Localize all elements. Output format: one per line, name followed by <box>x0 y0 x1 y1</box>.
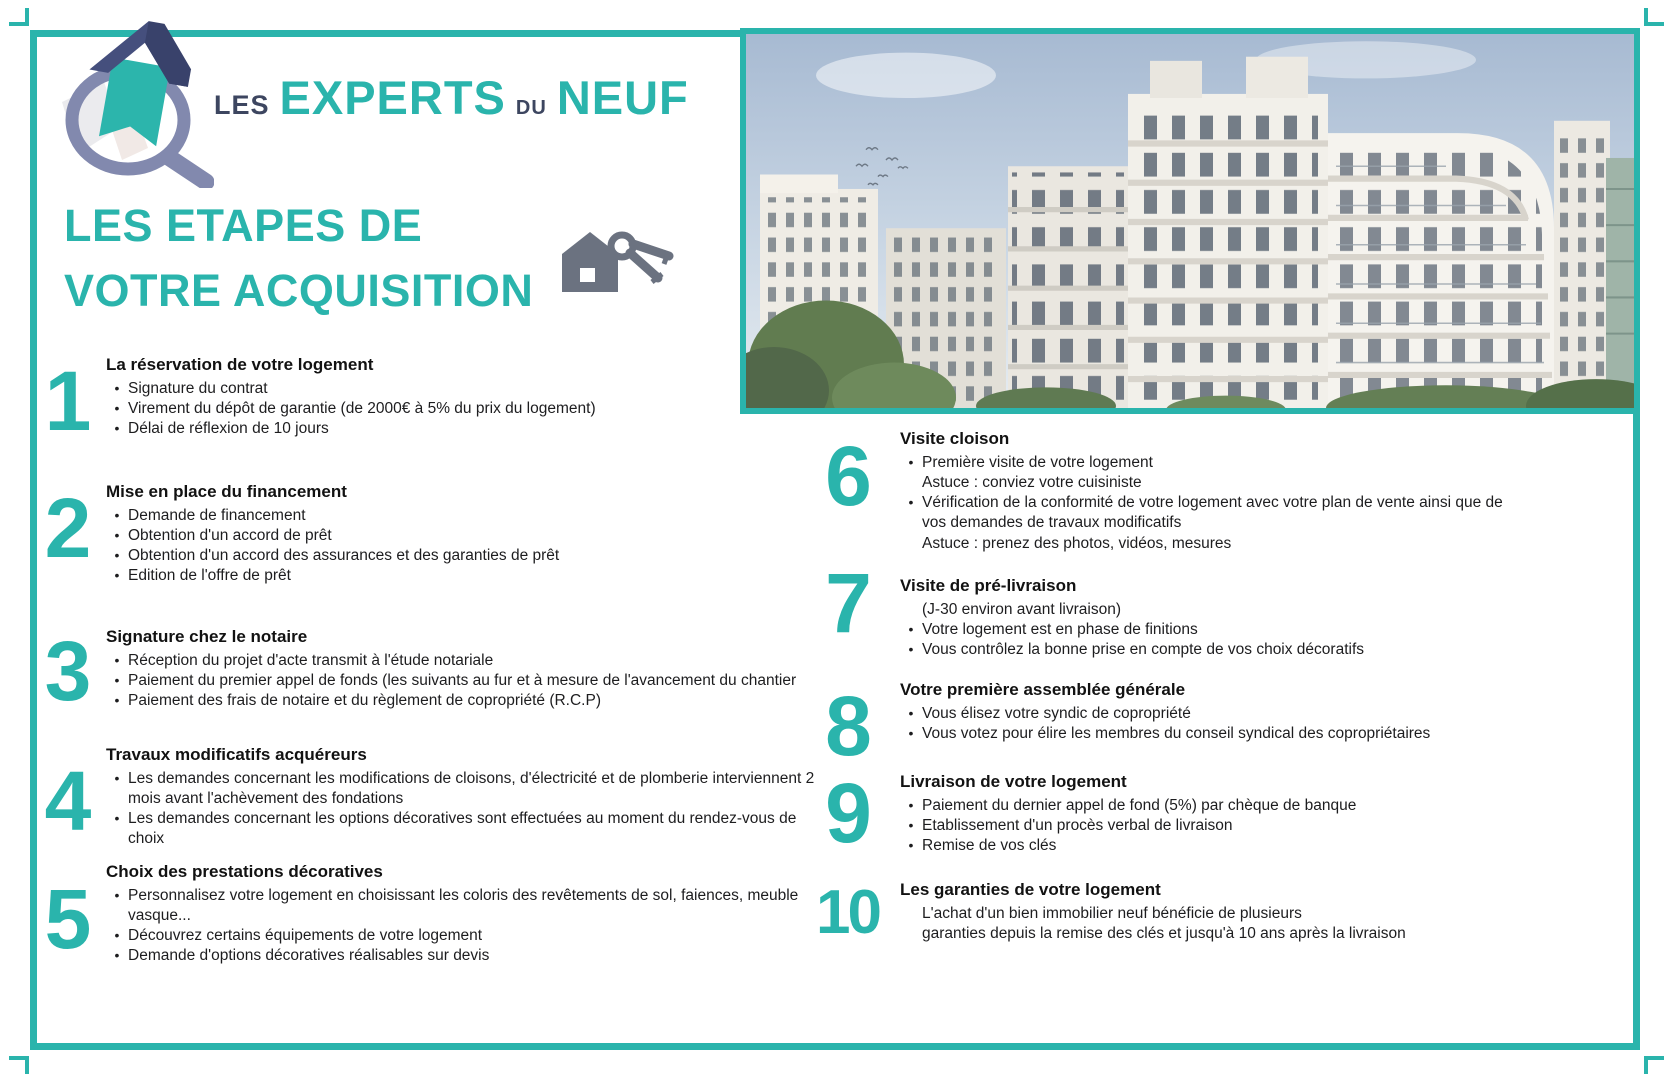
step-number: 6 <box>825 429 870 523</box>
step-item-text: Remise de vos clés <box>922 837 1057 855</box>
step-1 <box>38 354 834 448</box>
step-number: 8 <box>825 679 870 773</box>
step-item <box>106 769 834 809</box>
bullet-dot: • <box>908 621 914 638</box>
bullet-dot: • <box>908 837 914 854</box>
bullet-dot: • <box>114 672 120 689</box>
step-item <box>900 473 1518 493</box>
step-item <box>106 379 834 399</box>
bullet-dot: • <box>114 567 120 584</box>
step-item-text: Délai de réflexion de 10 jours <box>128 420 329 438</box>
bullet-dot: • <box>908 641 914 658</box>
bullet-dot: • <box>908 494 914 511</box>
logo-word-neuf: NEUF <box>556 71 689 124</box>
bullet-dot: • <box>114 420 120 437</box>
step-item-text: Virement du dépôt de garantie (de 2000€ à 5% du prix du logement) <box>128 400 596 418</box>
step-10 <box>805 878 1518 947</box>
step-number: 5 <box>44 872 90 966</box>
bullet-dot: • <box>114 380 120 396</box>
bullet-dot: • <box>908 797 914 813</box>
step-3 <box>38 624 834 718</box>
step-item-text: Demande de financement <box>128 507 306 524</box>
step-item <box>106 886 834 926</box>
step-number: 3 <box>44 624 90 718</box>
house-magnifier-icon <box>52 2 214 188</box>
step-6 <box>805 429 1518 554</box>
step-title: Visite de pré-livraison <box>900 576 1077 595</box>
step-item-text: Vous contrôlez la bonne prise en compte de vos choix décoratifs <box>922 641 1365 659</box>
step-number: 9 <box>825 766 870 860</box>
step-item-text: Vérification de la conformité de votre logement avec votre plan de vente ainsi que de vos demandes de travaux modificatifs <box>922 494 1503 532</box>
step-number: 4 <box>44 754 90 848</box>
page-title-line2: VOTRE ACQUISITION <box>64 264 534 316</box>
step-item-text: Vous élisez votre syndic de copropriété <box>922 705 1191 722</box>
bullet-dot: • <box>114 810 120 827</box>
step-item-text: Paiement du premier appel de fonds (les suivants au fur et à mesure de l'avancement du chantier <box>128 672 797 690</box>
step-item <box>900 534 1518 554</box>
bullet-dot: • <box>114 547 120 564</box>
step-item-text: Obtention d'un accord de prêt <box>128 527 332 545</box>
step-item <box>900 816 1518 836</box>
step-number: 7 <box>825 556 870 650</box>
bullet-dot: • <box>114 887 120 903</box>
step-item <box>106 419 834 439</box>
step-title: Votre première assemblée générale <box>900 680 1186 699</box>
step-item-text: Signature du contrat <box>128 380 268 397</box>
step-title: Visite cloison <box>900 429 1010 448</box>
step-title: Signature chez le notaire <box>106 627 308 646</box>
step-item <box>106 671 834 691</box>
step-item <box>900 796 1518 816</box>
step-item-text: Paiement du dernier appel de fond (5%) par chèque de banque <box>922 797 1357 814</box>
logo-word-les: LES <box>214 90 270 120</box>
step-number: 10 <box>816 878 879 947</box>
step-7 <box>805 556 1518 660</box>
step-item <box>106 691 834 711</box>
step-title: Livraison de votre logement <box>900 772 1127 791</box>
step-title: La réservation de votre logement <box>106 355 374 374</box>
step-item-text: Les demandes concernant les modifications de cloisons, d'électricité et de plomberie interviennent 2 mois avant l'achèvement des fondations <box>128 770 815 808</box>
step-title: Mise en place du financement <box>106 482 347 501</box>
bullet-dot: • <box>908 454 914 470</box>
step-item <box>106 566 834 586</box>
step-item <box>900 453 1518 473</box>
step-8 <box>805 679 1518 773</box>
logo-word-experts: EXPERTS <box>279 71 506 124</box>
step-item <box>900 904 1518 924</box>
step-item-text: Réception du projet d'acte transmit à l'étude notariale <box>128 652 494 669</box>
step-5 <box>38 862 834 967</box>
step-item <box>900 600 1518 620</box>
step-item <box>900 620 1518 640</box>
step-item <box>900 493 1518 533</box>
step-title: Les garanties de votre logement <box>900 880 1161 899</box>
step-item-text: Vous votez pour élire les membres du conseil syndical des copropriétaires <box>922 725 1431 743</box>
step-item-text: Obtention d'un accord des assurances et des garanties de prêt <box>128 547 560 565</box>
step-item-text: Demande d'options décoratives réalisables sur devis <box>128 947 490 965</box>
step-item-text: Votre logement est en phase de finitions <box>922 621 1198 639</box>
step-item <box>106 946 834 966</box>
step-item <box>900 724 1518 744</box>
step-item-text: garanties depuis la remise des clés et jusqu'à 10 ans après la livraison <box>922 925 1406 943</box>
step-item <box>900 836 1518 856</box>
step-2 <box>38 482 834 587</box>
step-item <box>106 526 834 546</box>
bullet-dot: • <box>908 817 914 834</box>
bullet-dot: • <box>114 507 120 523</box>
step-item <box>900 704 1518 724</box>
step-item-text: Astuce : conviez votre cuisiniste <box>922 474 1142 492</box>
step-item-text: Etablissement d'un procès verbal de livraison <box>922 817 1233 835</box>
step-item <box>106 926 834 946</box>
step-item-text: Première visite de votre logement <box>922 454 1153 471</box>
step-item-text: Personnalisez votre logement en choisissant les coloris des revêtements de sol, faiences, meuble vasque... <box>128 887 799 925</box>
step-item-text: (J-30 environ avant livraison) <box>922 601 1122 618</box>
step-item <box>106 651 834 671</box>
step-item-text: Edition de l'offre de prêt <box>128 567 291 585</box>
step-item-text: L'achat d'un bien immobilier neuf bénéficie de plusieurs <box>922 905 1302 922</box>
bullet-dot: • <box>114 770 120 786</box>
logo-wordmark <box>214 70 689 125</box>
step-item-text: Astuce : prenez des photos, vidéos, mesures <box>922 534 1232 552</box>
step-item-text: Les demandes concernant les options décoratives sont effectuées au moment du rendez-vous de choix <box>128 810 797 848</box>
step-4 <box>38 745 834 850</box>
bullet-dot: • <box>114 692 120 709</box>
bullet-dot: • <box>114 400 120 417</box>
bullet-dot: • <box>114 927 120 944</box>
bullet-dot: • <box>114 947 120 964</box>
step-item-text: Découvrez certains équipements de votre logement <box>128 927 483 945</box>
step-item <box>106 809 834 849</box>
page-title-line1: LES ETAPES DE <box>64 200 423 251</box>
step-number: 1 <box>44 354 90 448</box>
step-item <box>900 640 1518 660</box>
bullet-dot: • <box>114 527 120 544</box>
step-title: Choix des prestations décoratives <box>106 862 383 881</box>
logo-word-du: DU <box>515 97 547 119</box>
step-item <box>106 546 834 566</box>
step-9 <box>805 766 1518 860</box>
bullet-dot: • <box>114 652 120 668</box>
step-title: Travaux modificatifs acquéreurs <box>106 745 367 764</box>
step-item <box>900 924 1518 944</box>
step-item-text: Paiement des frais de notaire et du règlement de copropriété (R.C.P) <box>128 692 601 710</box>
step-item <box>106 506 834 526</box>
step-item <box>106 399 834 419</box>
step-number: 2 <box>44 481 90 575</box>
bullet-dot: • <box>908 705 914 721</box>
bullet-dot: • <box>908 725 914 742</box>
